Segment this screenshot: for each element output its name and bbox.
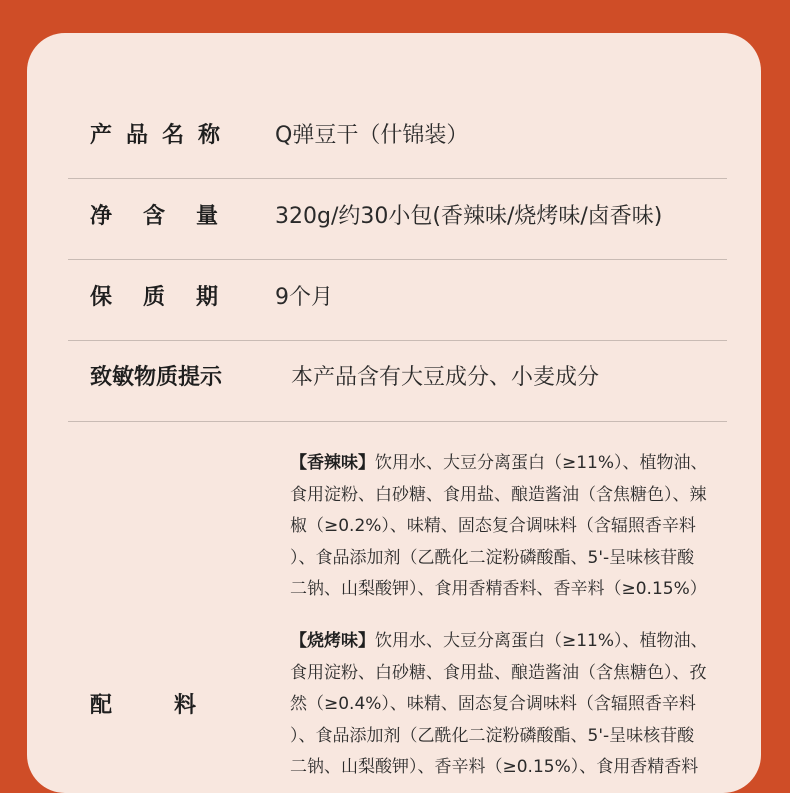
ingredient-line: 食用淀粉、白砂糖、食用盐、酿造酱油（含焦糖色）、辣 <box>290 484 707 505</box>
divider <box>68 421 727 422</box>
net-content-value: 320g/约30小包(香辣味/烧烤味/卤香味) <box>275 204 663 229</box>
flavor-tag: 【烧烤味】 <box>290 631 375 651</box>
allergen-label: 致敏物质提示 <box>90 365 223 390</box>
shelf-life-value: 9个月 <box>275 285 333 310</box>
ingredient-line: 然（≥0.4%）、味精、固态复合调味料（含辐照香辛料 <box>290 694 696 714</box>
ingredients-spicy <box>290 448 742 606</box>
product-name-value: Q弹豆干（什锦装） <box>275 123 469 148</box>
divider <box>68 178 727 179</box>
divider <box>68 340 727 341</box>
ingredient-line: 【香辣味】饮用水、大豆分离蛋白（≥11%）、植物油、 <box>290 453 708 473</box>
ingredient-line: ）、食品添加剂（乙酰化二淀粉磷酸酯、5'-呈味核苷酸 <box>290 725 695 746</box>
ingredient-line: ）、食品添加剂（乙酰化二淀粉磷酸酯、5'-呈味核苷酸 <box>290 547 695 568</box>
ingredient-line: 椒（≥0.2%）、味精、固态复合调味料（含辐照香辛料 <box>290 516 696 536</box>
net-content-label: 净含量 <box>90 204 250 229</box>
ingredient-line: 食用淀粉、白砂糖、食用盐、酿造酱油（含焦糖色）、孜 <box>290 662 707 683</box>
flavor-tag: 【香辣味】 <box>290 453 375 473</box>
ingredients-label: 配料 <box>90 693 259 718</box>
ingredients-bbq <box>290 626 742 784</box>
allergen-value: 本产品含有大豆成分、小麦成分 <box>291 365 600 390</box>
ingredient-line: 【烧烤味】饮用水、大豆分离蛋白（≥11%）、植物油、 <box>290 631 708 651</box>
ingredient-line: 二钠、山梨酸钾）、食用香精香料、香辛料（≥0.15%） <box>290 579 707 599</box>
ingredient-line: 二钠、山梨酸钾）、香辛料（≥0.15%）、食用香精香料 <box>290 757 699 777</box>
shelf-life-label: 保质期 <box>90 285 250 310</box>
product-name-label: 产品名称 <box>90 123 235 148</box>
divider <box>68 259 727 260</box>
